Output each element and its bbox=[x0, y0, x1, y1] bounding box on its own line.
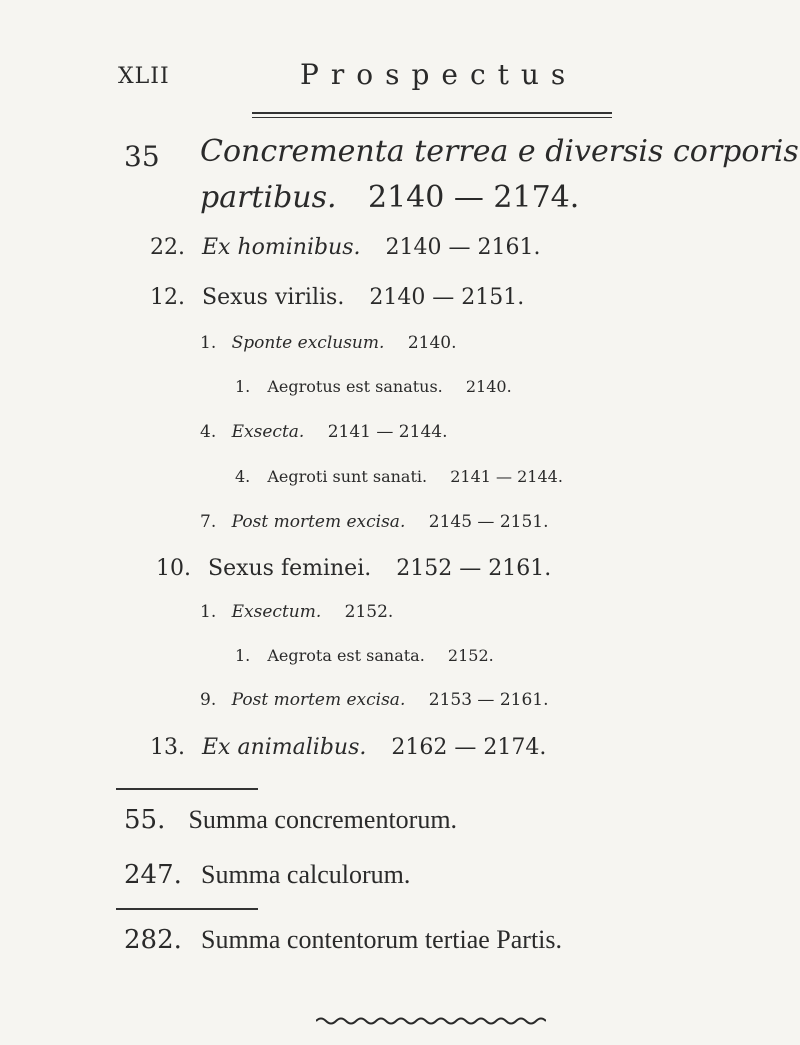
summary-row bbox=[124, 860, 410, 890]
entry-number: 4. bbox=[235, 467, 251, 486]
entry-text: Post mortem excisa. bbox=[231, 690, 406, 710]
end-ornament-icon bbox=[316, 1016, 546, 1026]
header-rule-top bbox=[252, 112, 612, 114]
header-rule-bottom bbox=[252, 117, 612, 118]
entry-row bbox=[200, 512, 549, 532]
entry-range: 2141 — 2144. bbox=[450, 467, 563, 486]
entry-row bbox=[150, 285, 524, 310]
entry-row bbox=[200, 422, 447, 442]
entry-number: 1. bbox=[200, 602, 217, 622]
running-head: Prospectus bbox=[300, 58, 578, 91]
summary-text: Summa contentorum tertiae Partis. bbox=[200, 925, 563, 954]
entry-number: 22. bbox=[150, 235, 185, 260]
entry-row bbox=[200, 333, 456, 353]
entry-text: Sexus virilis. bbox=[202, 285, 345, 310]
page-number: XLII bbox=[118, 64, 170, 89]
summary-text: Summa concrementorum. bbox=[188, 805, 458, 834]
section-title-line1: Concrementa terrea e diversis corporis bbox=[200, 134, 799, 169]
entry-range: 2145 — 2151. bbox=[428, 512, 549, 532]
summary-rule bbox=[116, 788, 258, 790]
entry-range: 2162 — 2174. bbox=[391, 735, 547, 760]
section-range: 2140 — 2174. bbox=[368, 180, 580, 215]
entry-text: Exsecta. bbox=[231, 422, 305, 442]
summary-number: 247. bbox=[124, 860, 182, 890]
entry-text: Ex animalibus. bbox=[202, 735, 367, 760]
entry-number: 1. bbox=[235, 646, 251, 665]
summary-text: Summa calculorum. bbox=[200, 860, 411, 889]
entry-row bbox=[235, 646, 494, 665]
entry-range: 2140. bbox=[465, 377, 512, 396]
section-title-line2: partibus. bbox=[200, 180, 337, 215]
entry-text: Ex hominibus. bbox=[202, 235, 361, 260]
entry-row bbox=[200, 690, 549, 710]
entry-range: 2153 — 2161. bbox=[428, 690, 549, 710]
entry-row bbox=[235, 377, 512, 396]
entry-text: Aegroti sunt sanati. bbox=[267, 467, 428, 486]
entry-text: Aegrota est sanata. bbox=[267, 646, 425, 665]
entry-row bbox=[150, 735, 546, 760]
entry-number: 10. bbox=[156, 556, 191, 581]
total-rule bbox=[116, 908, 258, 910]
summary-row bbox=[124, 925, 562, 955]
entry-number: 9. bbox=[200, 690, 217, 710]
entry-text: Sexus feminei. bbox=[208, 556, 372, 581]
entry-row bbox=[200, 602, 393, 622]
entry-number: 4. bbox=[200, 422, 217, 442]
entry-text: Post mortem excisa. bbox=[231, 512, 406, 532]
entry-number: 12. bbox=[150, 285, 185, 310]
entry-range: 2141 — 2144. bbox=[327, 422, 448, 442]
entry-text: Sponte exclusum. bbox=[231, 333, 385, 353]
entry-number: 7. bbox=[200, 512, 217, 532]
entry-number: 1. bbox=[235, 377, 251, 396]
entry-text: Exsectum. bbox=[231, 602, 322, 622]
summary-number: 282. bbox=[124, 925, 182, 955]
entry-range: 2152. bbox=[344, 602, 394, 622]
entry-number: 1. bbox=[200, 333, 217, 353]
entry-range: 2140 — 2161. bbox=[385, 235, 541, 260]
entry-text: Aegrotus est sanatus. bbox=[267, 377, 443, 396]
entry-range: 2152 — 2161. bbox=[396, 556, 552, 581]
entry-number: 13. bbox=[150, 735, 185, 760]
entry-row bbox=[235, 467, 563, 486]
summary-number: 55. bbox=[124, 805, 166, 835]
entry-range: 2140. bbox=[407, 333, 457, 353]
entry-range: 2140 — 2151. bbox=[369, 285, 525, 310]
entry-row bbox=[156, 556, 551, 581]
section-number: 35 bbox=[124, 140, 160, 173]
entry-row bbox=[150, 235, 540, 260]
entry-range: 2152. bbox=[447, 646, 494, 665]
summary-row bbox=[124, 805, 457, 835]
